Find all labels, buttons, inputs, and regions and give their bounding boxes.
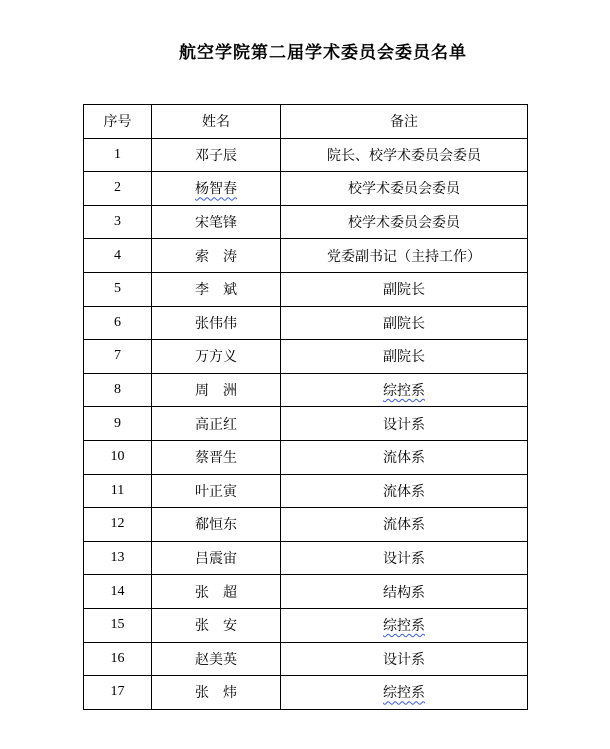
member-note-cell bbox=[281, 373, 528, 407]
row-index-cell: 7 bbox=[84, 340, 152, 374]
table-row bbox=[84, 608, 528, 642]
member-name: 赵美英 bbox=[195, 651, 237, 668]
member-name: 李 斌 bbox=[195, 282, 237, 299]
member-note-cell bbox=[281, 474, 528, 508]
member-name: 邓子辰 bbox=[195, 147, 237, 164]
member-note: 设计系 bbox=[383, 651, 425, 668]
row-index-cell: 9 bbox=[84, 407, 152, 441]
member-name: 周 洲 bbox=[195, 383, 237, 400]
table-row bbox=[84, 541, 528, 575]
row-index-cell: 11 bbox=[84, 474, 152, 508]
member-name: 高正红 bbox=[195, 416, 237, 433]
member-name: 张 安 bbox=[195, 618, 237, 635]
member-name: 万方义 bbox=[195, 349, 237, 366]
member-note: 综控系 bbox=[383, 618, 425, 635]
member-note: 副院长 bbox=[383, 349, 425, 366]
member-note-cell bbox=[281, 575, 528, 609]
row-index-cell: 14 bbox=[84, 575, 152, 609]
row-index-cell: 15 bbox=[84, 608, 152, 642]
row-index-cell: 4 bbox=[84, 239, 152, 273]
row-index-cell: 16 bbox=[84, 642, 152, 676]
member-note-cell bbox=[281, 272, 528, 306]
table-row bbox=[84, 373, 528, 407]
member-name: 张伟伟 bbox=[195, 315, 237, 332]
member-note-cell bbox=[281, 508, 528, 542]
member-name-cell bbox=[152, 440, 281, 474]
member-note: 综控系 bbox=[383, 383, 425, 400]
member-name: 宋笔锋 bbox=[195, 215, 237, 232]
member-name-cell bbox=[152, 608, 281, 642]
member-name-cell bbox=[152, 272, 281, 306]
member-name-cell bbox=[152, 474, 281, 508]
member-name-cell bbox=[152, 306, 281, 340]
member-name-cell bbox=[152, 575, 281, 609]
member-name-cell bbox=[152, 172, 281, 206]
table-body bbox=[84, 138, 528, 709]
member-note: 设计系 bbox=[383, 551, 425, 568]
member-name-cell bbox=[152, 541, 281, 575]
document-title: 航空学院第二届学术委员会委员名单 bbox=[179, 43, 467, 63]
member-note-cell bbox=[281, 340, 528, 374]
member-note: 综控系 bbox=[383, 685, 425, 702]
table-row bbox=[84, 138, 528, 172]
member-note: 院长、校学术委员会委员 bbox=[327, 147, 481, 164]
member-note: 结构系 bbox=[383, 584, 425, 601]
member-note-cell bbox=[281, 440, 528, 474]
row-index-cell: 6 bbox=[84, 306, 152, 340]
committee-member-table bbox=[83, 104, 528, 710]
member-name: 郗恒东 bbox=[195, 517, 237, 534]
table-row bbox=[84, 306, 528, 340]
header-note: 备注 bbox=[281, 105, 528, 139]
member-note: 党委副书记（主持工作） bbox=[327, 248, 481, 265]
member-name-cell bbox=[152, 205, 281, 239]
table-header-row bbox=[84, 105, 528, 139]
member-note: 流体系 bbox=[383, 450, 425, 467]
member-note-cell bbox=[281, 676, 528, 710]
member-note: 流体系 bbox=[383, 517, 425, 534]
row-index-cell: 2 bbox=[84, 172, 152, 206]
member-name: 张 炜 bbox=[195, 685, 237, 702]
member-name-cell bbox=[152, 138, 281, 172]
member-name-cell bbox=[152, 373, 281, 407]
member-note: 设计系 bbox=[383, 416, 425, 433]
member-note-cell bbox=[281, 239, 528, 273]
member-note-cell bbox=[281, 306, 528, 340]
member-note-cell bbox=[281, 541, 528, 575]
member-note: 流体系 bbox=[383, 483, 425, 500]
member-name-cell bbox=[152, 340, 281, 374]
row-index-cell: 13 bbox=[84, 541, 152, 575]
member-note-cell bbox=[281, 642, 528, 676]
table-row bbox=[84, 407, 528, 441]
member-note-cell bbox=[281, 608, 528, 642]
row-index-cell: 5 bbox=[84, 272, 152, 306]
member-name-cell bbox=[152, 508, 281, 542]
member-note-cell bbox=[281, 407, 528, 441]
table-row bbox=[84, 676, 528, 710]
header-index: 序号 bbox=[84, 105, 152, 139]
table-row bbox=[84, 239, 528, 273]
member-note-cell bbox=[281, 138, 528, 172]
row-index-cell: 8 bbox=[84, 373, 152, 407]
member-note: 副院长 bbox=[383, 315, 425, 332]
table-row bbox=[84, 474, 528, 508]
member-name-cell bbox=[152, 642, 281, 676]
row-index-cell: 12 bbox=[84, 508, 152, 542]
member-name: 叶正寅 bbox=[195, 483, 237, 500]
member-note: 副院长 bbox=[383, 282, 425, 299]
member-name-cell bbox=[152, 676, 281, 710]
table-row bbox=[84, 508, 528, 542]
table-row bbox=[84, 440, 528, 474]
table-row bbox=[84, 642, 528, 676]
member-note: 校学术委员会委员 bbox=[348, 215, 460, 232]
member-name-cell bbox=[152, 407, 281, 441]
member-name: 蔡晋生 bbox=[195, 450, 237, 467]
row-index-cell: 10 bbox=[84, 440, 152, 474]
member-name: 吕震宙 bbox=[195, 551, 237, 568]
table-row bbox=[84, 340, 528, 374]
header-name: 姓名 bbox=[152, 105, 281, 139]
member-name-cell bbox=[152, 239, 281, 273]
member-name: 杨智春 bbox=[195, 181, 237, 198]
table-row bbox=[84, 172, 528, 206]
member-name: 张 超 bbox=[195, 584, 237, 601]
member-note-cell bbox=[281, 205, 528, 239]
row-index-cell: 3 bbox=[84, 205, 152, 239]
table-row bbox=[84, 575, 528, 609]
member-note-cell bbox=[281, 172, 528, 206]
row-index-cell: 1 bbox=[84, 138, 152, 172]
row-index-cell: 17 bbox=[84, 676, 152, 710]
table-row bbox=[84, 272, 528, 306]
table-row bbox=[84, 205, 528, 239]
member-note: 校学术委员会委员 bbox=[348, 181, 460, 198]
member-name: 索 涛 bbox=[195, 248, 237, 265]
